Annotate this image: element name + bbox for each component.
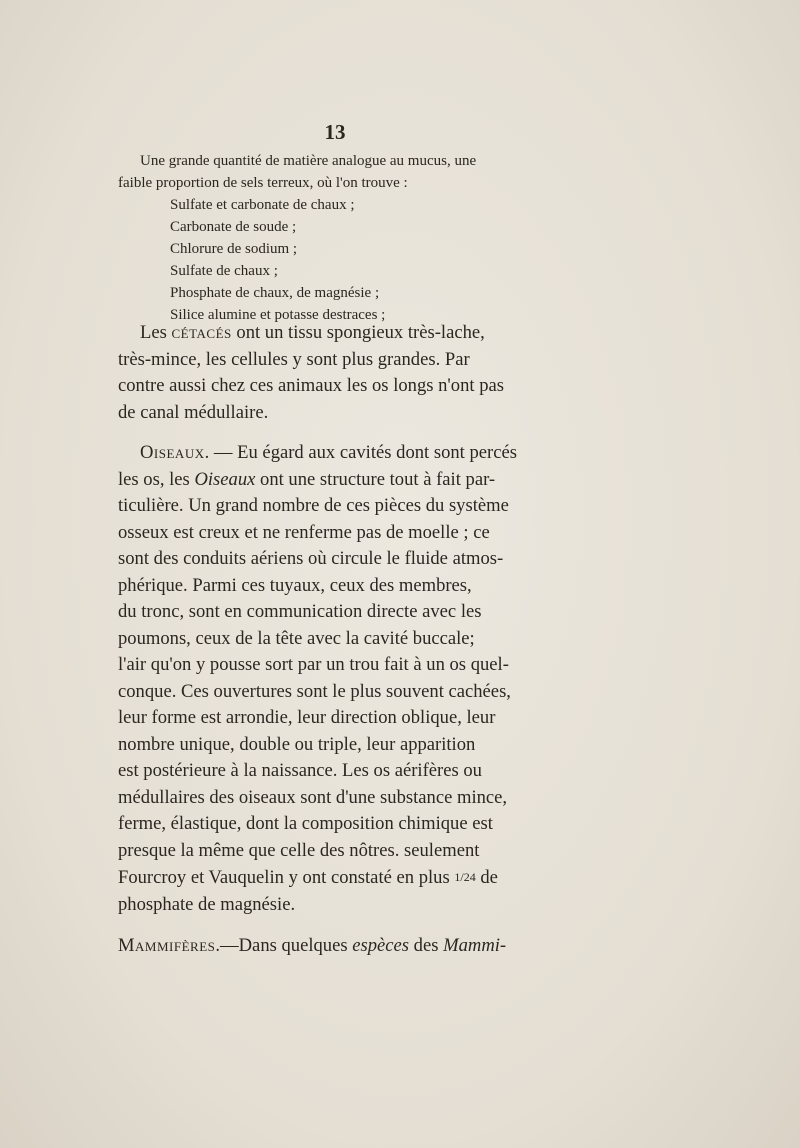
text-line bbox=[118, 320, 550, 347]
list-item: Silice alumine et potasse destraces ; bbox=[170, 307, 386, 323]
text-line: osseux est creux et ne renferme pas de moelle ; ce bbox=[118, 521, 490, 543]
section-heading-mammiferes: Mammifères bbox=[118, 935, 216, 956]
text-run: ont un tissu spongieux très-lache, bbox=[231, 322, 485, 343]
text-line: de canal médullaire. bbox=[118, 401, 269, 423]
paragraph-cetaces bbox=[118, 320, 550, 426]
list-item: Sulfate de chaux ; bbox=[170, 263, 278, 279]
section-heading-oiseaux: Oiseaux bbox=[140, 442, 205, 463]
text-run: Fourcroy et Vauquelin y ont constaté en plus bbox=[118, 867, 455, 888]
text-line: phosphate de magnésie. bbox=[118, 893, 296, 915]
text-line bbox=[118, 933, 550, 960]
text-run: ont une structure tout à fait par- bbox=[255, 468, 496, 490]
paragraph-mammiferes bbox=[118, 933, 550, 960]
text-line: contre aussi chez ces animaux les os longs n'ont pas bbox=[118, 375, 504, 396]
list-item: Sulfate et carbonate de chaux ; bbox=[170, 197, 355, 213]
text-run: . — Eu égard aux cavités dont sont percés bbox=[204, 442, 517, 463]
text-line: presque la même que celle des nôtres. seulement bbox=[118, 839, 480, 861]
text-run: les os, les bbox=[118, 468, 195, 490]
section-heading-cetaces: cétacés bbox=[171, 322, 232, 343]
italic-term: Oiseaux bbox=[194, 468, 256, 490]
text-line: ticulière. Un grand nombre de ces pièces du système bbox=[118, 495, 509, 516]
text-line: très-mince, les cellules y sont plus grandes. Par bbox=[118, 348, 470, 370]
list-item: Phosphate de chaux, de magnésie ; bbox=[170, 285, 380, 301]
italic-term: espèces bbox=[352, 935, 410, 956]
page-number: 13 bbox=[324, 120, 346, 144]
paragraph-oiseaux bbox=[118, 440, 550, 918]
small-text-line: faible proportion de sels terreux, où l'on trouve : bbox=[118, 175, 408, 191]
text-line: nombre unique, double ou triple, leur apparition bbox=[118, 733, 476, 755]
text-line: médullaires des oiseaux sont d'une substance mince, bbox=[118, 786, 508, 808]
text-line: du tronc, sont en communication directe avec les bbox=[118, 601, 482, 622]
text-line: leur forme est arrondie, leur direction oblique, leur bbox=[118, 707, 496, 728]
text-line: sont des conduits aériens où circule le fluide atmos- bbox=[118, 548, 504, 569]
text-run: de bbox=[475, 867, 498, 888]
main-text bbox=[118, 320, 550, 960]
text-line bbox=[118, 467, 550, 494]
text-line: ferme, élastique, dont la composition chimique est bbox=[118, 813, 493, 834]
text-line: est postérieure à la naissance. Les os aérifères ou bbox=[118, 760, 482, 781]
italic-term: Mammi- bbox=[443, 935, 507, 956]
text-line: poumons, ceux de la tête avec la cavité buccale; bbox=[118, 627, 475, 649]
text-line: conque. Ces ouvertures sont le plus souvent cachées, bbox=[118, 680, 511, 702]
text-line: phérique. Parmi ces tuyaux, ceux des membres, bbox=[118, 574, 472, 596]
text-run: .—Dans quelques bbox=[215, 935, 353, 956]
text-line bbox=[118, 864, 550, 892]
salts-list-block bbox=[118, 150, 558, 326]
list-item: Chlorure de sodium ; bbox=[170, 241, 298, 257]
text-line: l'air qu'on y pousse sort par un trou fait à un os quel- bbox=[118, 654, 509, 675]
text-run: des bbox=[409, 935, 444, 956]
list-item: Carbonate de soude ; bbox=[170, 219, 297, 235]
fraction: 1/24 bbox=[454, 870, 476, 884]
text-line bbox=[118, 440, 550, 467]
small-text-line: Une grande quantité de matière analogue au mucus, une bbox=[140, 153, 477, 169]
text-run: Les bbox=[140, 322, 172, 343]
